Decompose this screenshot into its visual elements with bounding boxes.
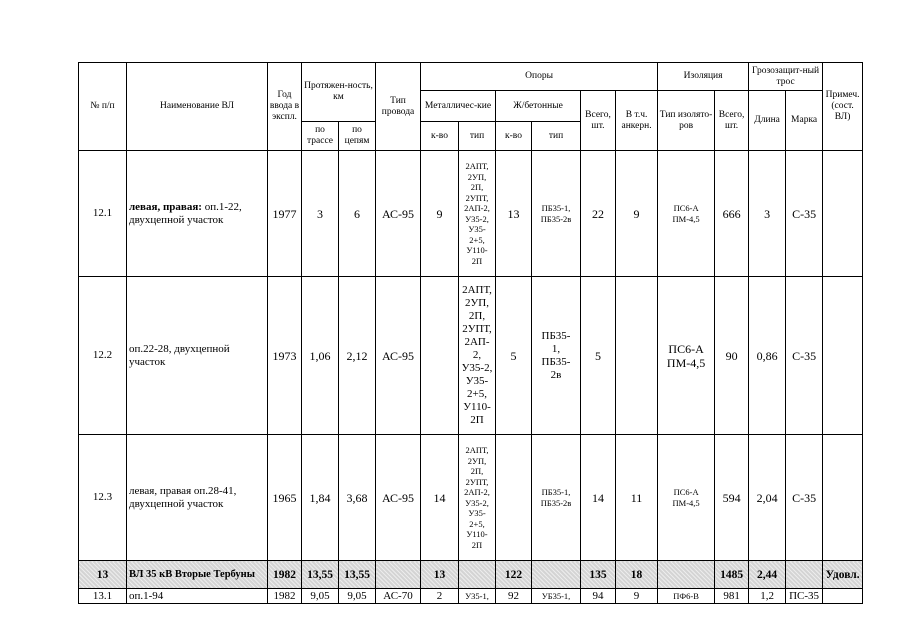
cell-note	[823, 277, 863, 435]
cell-metal-qty: 14	[421, 435, 459, 561]
summary-anchor: 18	[616, 561, 658, 589]
cell-ground-mark: С-35	[786, 277, 823, 435]
cell-name	[127, 435, 268, 561]
col-header-metal-qty: к-во	[421, 122, 459, 151]
cell-year: 1973	[268, 277, 302, 435]
col-header-total: Всего, шт.	[581, 91, 616, 151]
cell-concrete-type: ПБ35-1, ПБ35-2в	[532, 435, 581, 561]
cell-route: 1,84	[302, 435, 339, 561]
cell-wire: АС-95	[376, 435, 421, 561]
cell-anchor: 9	[616, 589, 658, 604]
cell-ins-type: ПС6-А ПМ-4,5	[658, 151, 715, 277]
summary-circuit: 13,55	[339, 561, 376, 589]
cell-concrete-type: УБ35-1,	[532, 589, 581, 604]
cell-metal-type: У35-1,	[459, 589, 496, 604]
col-header-insulation: Изоляция	[658, 63, 749, 91]
cell-route: 3	[302, 151, 339, 277]
col-header-ins-type: Тип изолято-ров	[658, 91, 715, 151]
cell-metal-qty	[421, 277, 459, 435]
cell-name: оп.1-94	[127, 589, 268, 604]
col-header-ins-total: Всего, шт.	[715, 91, 749, 151]
cell-circuit: 2,12	[339, 277, 376, 435]
col-header-ground-length: Длина	[749, 91, 786, 151]
cell-name-rest: левая, правая оп.28-41, двухцепной участок	[129, 484, 237, 510]
cell-circuit: 6	[339, 151, 376, 277]
cell-wire: АС-70	[376, 589, 421, 604]
header-row-1	[79, 63, 863, 91]
summary-total: 135	[581, 561, 616, 589]
cell-ins-total: 666	[715, 151, 749, 277]
summary-wire	[376, 561, 421, 589]
cell-name-rest: оп.1-22, двухцепной участок	[129, 200, 242, 226]
cell-route: 9,05	[302, 589, 339, 604]
summary-concrete-qty: 122	[496, 561, 532, 589]
cell-year: 1965	[268, 435, 302, 561]
cell-num: 12.3	[79, 435, 127, 561]
col-header-note: Примеч. (сост. ВЛ)	[823, 63, 863, 151]
col-header-name: Наименование ВЛ	[127, 63, 268, 151]
cell-concrete-type: ПБ35- 1, ПБ35- 2в	[532, 277, 581, 435]
summary-metal-qty: 13	[421, 561, 459, 589]
cell-concrete-qty: 5	[496, 277, 532, 435]
cell-concrete-qty: 13	[496, 151, 532, 277]
cell-note	[823, 589, 863, 604]
table-row	[79, 435, 863, 561]
col-header-concrete-type: тип	[532, 122, 581, 151]
cell-total: 5	[581, 277, 616, 435]
cell-metal-type: 2АПТ, 2УП, 2П, 2УПТ, 2АП-2, У35-2, У35- 2+5, У110- 2П	[459, 435, 496, 561]
col-header-year: Год ввода в экспл.	[268, 63, 302, 151]
cell-concrete-qty: 92	[496, 589, 532, 604]
power-line-table	[78, 62, 863, 604]
summary-concrete-type	[532, 561, 581, 589]
cell-ground-mark: ПС-35	[786, 589, 823, 604]
cell-name-bold: левая, правая:	[129, 200, 202, 213]
cell-metal-type: 2АПТ, 2УП, 2П, 2УПТ, 2АП-2, У35-2, У35- 2+5, У110- 2П	[459, 151, 496, 277]
cell-ground-mark: С-35	[786, 151, 823, 277]
cell-name-rest: оп.22-28, двухцепной участок	[129, 342, 230, 368]
summary-note: Удовл.	[823, 561, 863, 589]
col-header-metal: Металличес-кие	[421, 91, 496, 122]
cell-num: 13.1	[79, 589, 127, 604]
col-header-concrete-qty: к-во	[496, 122, 532, 151]
summary-ground-mark	[786, 561, 823, 589]
col-header-length-route: по трассе	[302, 122, 339, 151]
cell-ins-total: 594	[715, 435, 749, 561]
col-header-ground-mark: Марка	[786, 91, 823, 151]
cell-note	[823, 435, 863, 561]
cell-name	[127, 151, 268, 277]
col-header-anchor: В т.ч. анкерн.	[616, 91, 658, 151]
col-header-metal-type: тип	[459, 122, 496, 151]
cell-ground-length: 0,86	[749, 277, 786, 435]
table-row	[79, 277, 863, 435]
summary-name: ВЛ 35 кВ Вторые Тербуны	[127, 561, 268, 589]
cell-circuit: 3,68	[339, 435, 376, 561]
col-header-length: Протяжен-ность, км	[302, 63, 376, 122]
table-row	[79, 589, 863, 604]
col-header-length-circuit: по цепям	[339, 122, 376, 151]
cell-year: 1977	[268, 151, 302, 277]
cell-concrete-type: ПБ35-1, ПБ35-2в	[532, 151, 581, 277]
cell-num: 12.1	[79, 151, 127, 277]
cell-wire: АС-95	[376, 277, 421, 435]
summary-metal-type	[459, 561, 496, 589]
cell-ground-length: 3	[749, 151, 786, 277]
cell-name	[127, 277, 268, 435]
cell-total: 14	[581, 435, 616, 561]
col-header-supports: Опоры	[421, 63, 658, 91]
table-row	[79, 151, 863, 277]
cell-ins-type: ПС6-А ПМ-4,5	[658, 277, 715, 435]
cell-metal-qty: 9	[421, 151, 459, 277]
cell-concrete-qty	[496, 435, 532, 561]
summary-ground-length: 2,44	[749, 561, 786, 589]
cell-wire: АС-95	[376, 151, 421, 277]
cell-ins-type: ПФ6-В	[658, 589, 715, 604]
cell-num: 12.2	[79, 277, 127, 435]
cell-total: 22	[581, 151, 616, 277]
cell-anchor: 9	[616, 151, 658, 277]
cell-ins-type: ПС6-А ПМ-4,5	[658, 435, 715, 561]
cell-total: 94	[581, 589, 616, 604]
cell-ins-total: 90	[715, 277, 749, 435]
summary-route: 13,55	[302, 561, 339, 589]
cell-metal-type: 2АПТ, 2УП, 2П, 2УПТ, 2АП- 2, У35-2, У35- 2+5, У110- 2П	[459, 277, 496, 435]
summary-ins-total: 1485	[715, 561, 749, 589]
col-header-concrete: Ж/бетонные	[496, 91, 581, 122]
cell-route: 1,06	[302, 277, 339, 435]
col-header-num: № п/п	[79, 63, 127, 151]
cell-year: 1982	[268, 589, 302, 604]
col-header-wire: Тип провода	[376, 63, 421, 151]
summary-ins-type	[658, 561, 715, 589]
cell-ground-mark: С-35	[786, 435, 823, 561]
summary-year: 1982	[268, 561, 302, 589]
cell-ground-length: 1,2	[749, 589, 786, 604]
cell-anchor	[616, 277, 658, 435]
cell-anchor: 11	[616, 435, 658, 561]
cell-circuit: 9,05	[339, 589, 376, 604]
summary-num: 13	[79, 561, 127, 589]
cell-note	[823, 151, 863, 277]
cell-ins-total: 981	[715, 589, 749, 604]
cell-ground-length: 2,04	[749, 435, 786, 561]
cell-metal-qty: 2	[421, 589, 459, 604]
summary-row	[79, 561, 863, 589]
col-header-ground-wire: Грозозащит-ный трос	[749, 63, 823, 91]
